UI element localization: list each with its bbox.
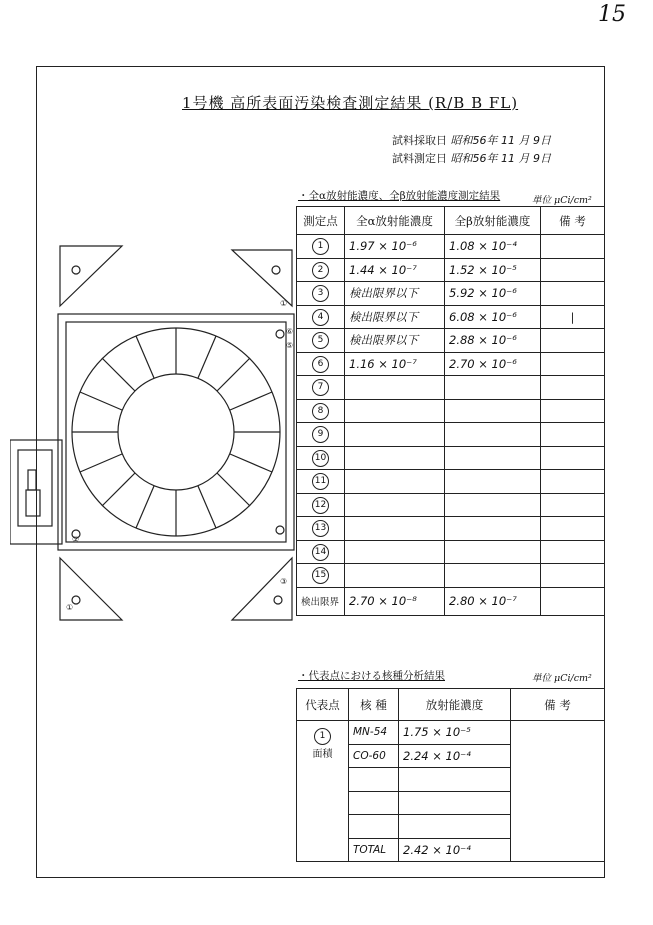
- table1-row: [297, 399, 605, 423]
- table2-header-point: 代表点: [297, 689, 349, 721]
- measurement-point: 8: [297, 399, 345, 423]
- measurement-point: 12: [297, 493, 345, 517]
- svg-text:②: ②: [72, 535, 80, 544]
- table1-row: [297, 329, 605, 353]
- nuclide-concentration: 2.42 × 10⁻⁴: [399, 838, 511, 862]
- representative-point: 1 面積: [297, 721, 349, 862]
- beta-value: [445, 423, 541, 447]
- table2-header-note: 備 考: [511, 689, 605, 721]
- svg-text:①: ①: [280, 299, 288, 308]
- alpha-value: [345, 399, 445, 423]
- measure-date: [392, 150, 551, 166]
- note-value: [541, 540, 605, 564]
- note-value: [541, 376, 605, 400]
- table1-row: [297, 493, 605, 517]
- triangle-bottom-right: [232, 558, 292, 620]
- note-value: [541, 282, 605, 306]
- representative-point-label: 面積: [312, 749, 333, 760]
- alpha-value: [345, 517, 445, 541]
- alpha-value: 検出限界以下: [345, 305, 445, 329]
- measurement-point: 10: [297, 446, 345, 470]
- nuclide-concentration: 1.75 × 10⁻⁵: [399, 721, 511, 745]
- note-value: [541, 258, 605, 282]
- alpha-value: [345, 446, 445, 470]
- table2-unit: 単位 μCi/cm²: [532, 673, 592, 684]
- measurement-point: 13: [297, 517, 345, 541]
- table1-header-beta: 全β放射能濃度: [445, 207, 541, 235]
- note-value: [541, 235, 605, 259]
- table1-row: [297, 376, 605, 400]
- measurement-point: 2: [297, 258, 345, 282]
- detection-limit-alpha: 2.70 × 10⁻⁸: [345, 587, 445, 615]
- table2-header-conc: 放射能濃度: [399, 689, 511, 721]
- measurement-point: 5: [297, 329, 345, 353]
- detection-limit-row: [297, 587, 605, 615]
- beta-value: [445, 470, 541, 494]
- table1-heading: ・全α放射能濃度、全β放射能濃度測定結果: [298, 190, 501, 202]
- table1-row: [297, 540, 605, 564]
- nuclide-name: [349, 815, 399, 839]
- table2-note: [511, 721, 605, 862]
- beta-value: [445, 564, 541, 588]
- alpha-value: 1.97 × 10⁻⁶: [345, 235, 445, 259]
- beta-value: 6.08 × 10⁻⁶: [445, 305, 541, 329]
- nuclide-name: TOTAL: [349, 838, 399, 862]
- nuclide-table: [296, 688, 605, 862]
- table1-row: [297, 446, 605, 470]
- measurement-point: 3: [297, 282, 345, 306]
- note-value: [541, 493, 605, 517]
- note-value: [541, 329, 605, 353]
- table1-row: [297, 352, 605, 376]
- nuclide-concentration: 2.24 × 10⁻⁴: [399, 744, 511, 768]
- alpha-value: 1.44 × 10⁻⁷: [345, 258, 445, 282]
- table1-row: [297, 258, 605, 282]
- alpha-value: [345, 423, 445, 447]
- measurement-point: 6: [297, 352, 345, 376]
- note-value: [541, 352, 605, 376]
- table1-header-point: 測定点: [297, 207, 345, 235]
- note-value: [541, 564, 605, 588]
- alpha-value: [345, 540, 445, 564]
- nuclide-name: CO-60: [349, 744, 399, 768]
- nuclide-concentration: [399, 815, 511, 839]
- alpha-value: [345, 564, 445, 588]
- page-number: 15: [598, 2, 626, 27]
- alpha-value: [345, 470, 445, 494]
- triangle-top-right: [232, 250, 292, 306]
- measurement-point: 1: [297, 235, 345, 259]
- floor-plan-diagram: [10, 244, 300, 624]
- measurement-point: 4: [297, 305, 345, 329]
- table1-row: [297, 282, 605, 306]
- beta-value: 2.88 × 10⁻⁶: [445, 329, 541, 353]
- measurement-point: 11: [297, 470, 345, 494]
- detection-limit-beta: 2.80 × 10⁻⁷: [445, 587, 541, 615]
- table1-row: [297, 423, 605, 447]
- measure-date-value: 昭和56年 11 月 9日: [450, 152, 551, 165]
- table1-row: [297, 517, 605, 541]
- note-value: [541, 399, 605, 423]
- table2-header-nuclide: 核 種: [349, 689, 399, 721]
- beta-value: 1.52 × 10⁻⁵: [445, 258, 541, 282]
- table1-header-row: [297, 207, 605, 235]
- note-value: [541, 423, 605, 447]
- nuclide-name: [349, 768, 399, 792]
- table1-row: [297, 305, 605, 329]
- note-value: |: [541, 305, 605, 329]
- beta-value: [445, 493, 541, 517]
- alpha-value: 1.16 × 10⁻⁷: [345, 352, 445, 376]
- sample-date-label: 試料採取日: [392, 134, 447, 147]
- detection-limit-label: 検出限界: [297, 587, 345, 615]
- note-value: [541, 446, 605, 470]
- table2-row: [297, 721, 605, 745]
- center-opening: [118, 374, 234, 490]
- svg-text:⑥: ⑥: [286, 327, 294, 336]
- document-title: 1号機 高所表面汚染検査測定結果 (R/B B FL): [182, 94, 519, 112]
- measurement-point: 15: [297, 564, 345, 588]
- nuclide-concentration: [399, 768, 511, 792]
- table1-header-note: 備 考: [541, 207, 605, 235]
- measurement-point: 14: [297, 540, 345, 564]
- nuclide-name: [349, 791, 399, 815]
- table1-row: [297, 470, 605, 494]
- beta-value: [445, 399, 541, 423]
- svg-text:③: ③: [280, 577, 288, 586]
- nuclide-concentration: [399, 791, 511, 815]
- table1-row: [297, 235, 605, 259]
- table1-row: [297, 564, 605, 588]
- beta-value: [445, 376, 541, 400]
- triangle-top-left: [60, 246, 122, 306]
- beta-value: 1.08 × 10⁻⁴: [445, 235, 541, 259]
- beta-value: 2.70 × 10⁻⁶: [445, 352, 541, 376]
- table1-unit: 単位 μCi/cm²: [532, 195, 592, 206]
- alpha-beta-table: [296, 206, 605, 616]
- table1-header-alpha: 全α放射能濃度: [345, 207, 445, 235]
- table2-header-row: [297, 689, 605, 721]
- beta-value: [445, 446, 541, 470]
- svg-text:①: ①: [66, 603, 74, 612]
- note-value: [541, 517, 605, 541]
- beta-value: [445, 517, 541, 541]
- beta-value: [445, 540, 541, 564]
- table2-heading: ・代表点における核種分析結果: [298, 670, 445, 682]
- alpha-value: [345, 493, 445, 517]
- alpha-value: [345, 376, 445, 400]
- svg-text:⑤: ⑤: [286, 341, 294, 350]
- sample-date-value: 昭和56年 11 月 9日: [450, 134, 551, 147]
- measure-date-label: 試料測定日: [392, 152, 447, 165]
- measurement-point: 9: [297, 423, 345, 447]
- alpha-value: 検出限界以下: [345, 282, 445, 306]
- sample-date: [392, 132, 551, 148]
- measurement-point: 7: [297, 376, 345, 400]
- nuclide-name: MN-54: [349, 721, 399, 745]
- alpha-value: 検出限界以下: [345, 329, 445, 353]
- note-value: [541, 470, 605, 494]
- beta-value: 5.92 × 10⁻⁶: [445, 282, 541, 306]
